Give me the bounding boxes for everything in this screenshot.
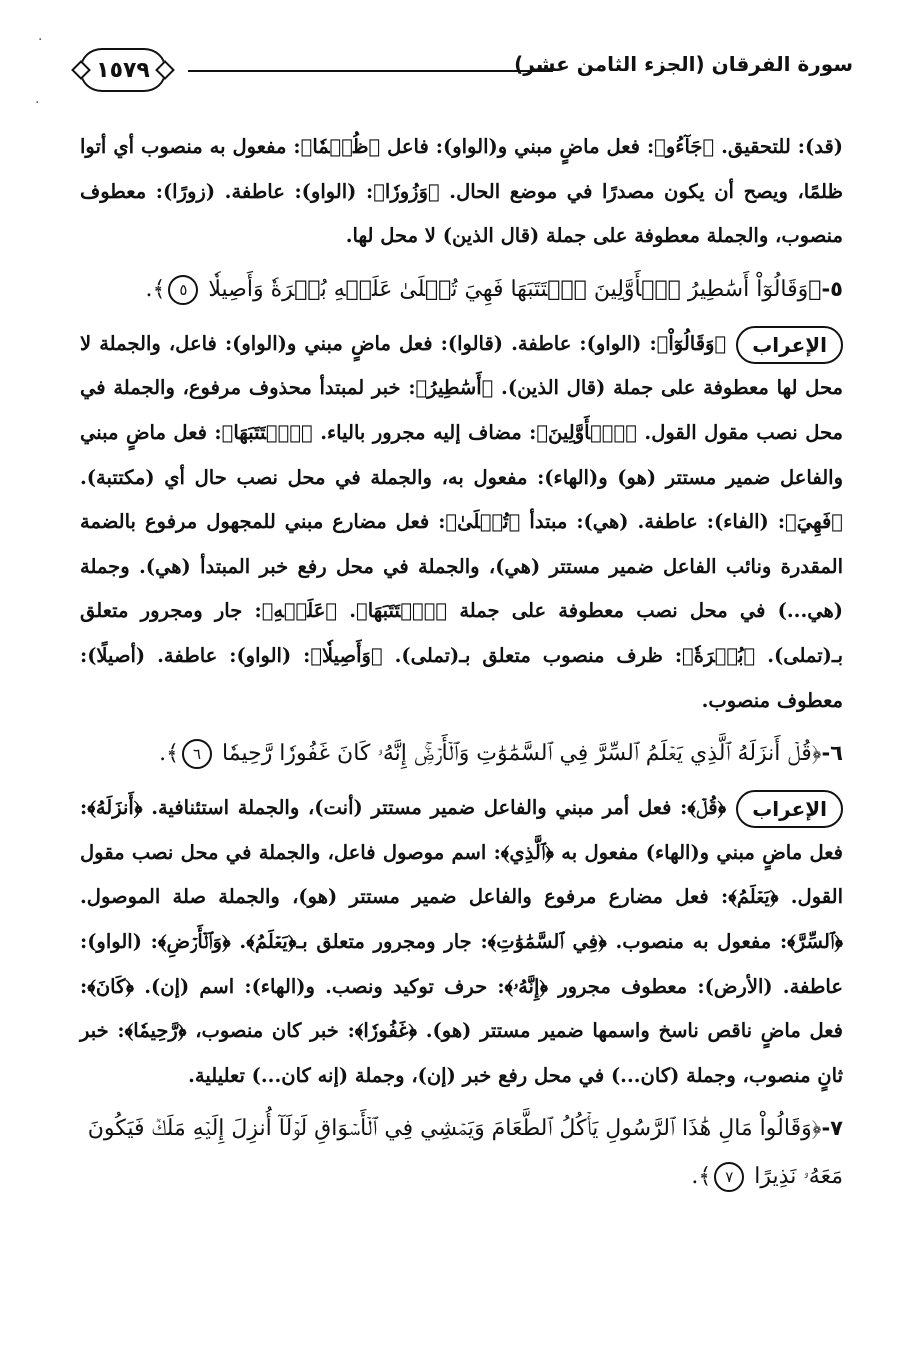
verse-5-text: ﴿وَقَالُوٓاْ أَسَٰطِيرُ ٱلۡأَوَّلِينَ ٱكۡتَتَبَهَا فَهِيَ تُمۡلَىٰ عَلَيۡهِ بُكۡرَةٗ وَأَصِيلٗا (208, 276, 822, 302)
irab-block-5 (80, 322, 843, 723)
irab-label: الإعراب (736, 790, 843, 828)
ayah-marker-6: ٦ (182, 739, 212, 769)
irab-6-paragraph: ﴿قُلۡ﴾: فعل أمر مبني والفاعل ضمير مستتر (أنت)، والجملة استئنافية. ﴿أَنزَلَهُ﴾: فعل ماضٍ مبني و(الهاء) مفعول به ﴿ٱلَّذِي﴾: اسم موصول فاعل، والجملة في محل نصب مقول القول. ﴿يَعۡلَمُ﴾: فعل مضارع مرفوع والفاعل ضمير مستتر (هو)، والجملة صلة الموصول. ﴿ٱلسِّرَّ﴾: مفعول به منصوب. ﴿فِي ٱلسَّمَٰوَٰتِ﴾: جار ومجرور متعلق بـ﴿يَعۡلَمُ﴾. ﴿وَٱلۡأَرۡضِ﴾: (الواو): عاطفة. (الأرض): معطوف مجرور ﴿إِنَّهُۥ﴾: حرف توكيد ونصب. و(الهاء): اسم (إن). ﴿كَانَ﴾: فعل ماضٍ ناقص ناسخ واسمها ضمير مستتر (هو). ﴿غَفُورٗا﴾: خبر كان منصوب، ﴿رَّحِيمٗا﴾: خبر ثانٍ منصوب، وجملة (كان...) في محل رفع خبر (إن)، وجملة (إنه كان...) تعليلية. (80, 796, 843, 1087)
verse-7-close: ﴾. (691, 1164, 712, 1190)
header-title: سورة الفرقان (الجزء الثامن عشر) (514, 52, 853, 76)
verse-5-close: ﴾. (145, 276, 166, 302)
verse-6 (80, 729, 843, 778)
verse-7-number: ٧- (821, 1116, 843, 1141)
irab-5-paragraph: ﴿وَقَالُوٓاْ﴾: (الواو): عاطفة. (قالوا): فعل ماضٍ مبني و(الواو): فاعل، والجملة لا محل لها معطوفة على جملة (قال الذين). ﴿أَسَٰطِيرُ﴾: خبر لمبتدأ محذوف مرفوع، والجملة في محل نصب مقول القول. ﴿ٱلۡأَوَّلِينَ﴾: مضاف إليه مجرور بالياء. ﴿ٱكۡتَتَبَهَا﴾: فعل ماضٍ مبني والفاعل ضمير مستتر (هو) و(الهاء): مفعول به، والجملة في محل نصب حال أي (مكتتبة). ﴿فَهِيَ﴾: (الفاء): عاطفة. (هي): مبتدأ ﴿تُمۡلَىٰ﴾: فعل مضارع مبني للمجهول مرفوع بالضمة المقدرة ونائب الفاعل ضمير مستتر (هي)، والجملة في محل رفع خبر المبتدأ (هي). وجملة (هي...) في محل نصب معطوفة على جملة ﴿ٱكۡتَتَبَهَا﴾. ﴿عَلَيۡهِ﴾: جار ومجرور متعلق بـ(تملى). ﴿بُكۡرَةٗ﴾: ظرف منصوب متعلق بـ(تملى). ﴿وَأَصِيلٗا﴾: (الواو): عاطفة. (أصيلًا): معطوف منصوب. (80, 331, 843, 712)
page-number-badge: ١٥٧٩ (80, 48, 166, 92)
verse-6-close: ﴾. (159, 741, 180, 767)
stray-mark: · (38, 32, 43, 48)
verse-5 (80, 265, 843, 314)
intro-paragraph: (قد): للتحقيق. ﴿جَآءُو﴾: فعل ماضٍ مبني و(الواو): فاعل ﴿ظُلۡمٗا﴾: مفعول به منصوب أي أتوا ظلمًا، ويصح أن يكون مصدرًا في موضع الحال. ﴿وَزُورٗا﴾: (الواو): عاطفة. (زورًا): معطوف منصوب، والجملة معطوفة على جملة (قال الذين) لا محل لها. (80, 135, 843, 248)
verse-5-number: ٥- (821, 276, 843, 301)
verse-6-text: ﴿قُلۡ أَنزَلَهُ ٱلَّذِي يَعۡلَمُ ٱلسِّرَّ فِي ٱلسَّمَٰوَٰتِ وَٱلۡأَرۡضِۚ إِنَّهُۥ كَانَ غَفُورٗا رَّحِيمٗا (222, 741, 822, 767)
page-header (80, 42, 853, 102)
verse-7-text: ﴿وَقَالُواْ مَالِ هَٰذَا ٱلرَّسُولِ يَأۡكُلُ ٱلطَّعَامَ وَيَمۡشِي فِي ٱلۡأَسۡوَاقِ لَوۡلَآ أُنزِلَ إِلَيۡهِ مَلَكٞ فَيَكُونَ مَعَهُۥ نَذِيرًا (87, 1116, 843, 1190)
stray-mark: · (35, 95, 40, 111)
page-content (80, 125, 843, 1209)
irab-label: الإعراب (736, 326, 843, 364)
verse-6-number: ٦- (821, 741, 843, 766)
ayah-marker-7: ٧ (714, 1162, 744, 1192)
verse-7 (80, 1104, 843, 1201)
header-rule (188, 70, 553, 72)
irab-block-6 (80, 786, 843, 1098)
ayah-marker-5: ٥ (168, 275, 198, 305)
